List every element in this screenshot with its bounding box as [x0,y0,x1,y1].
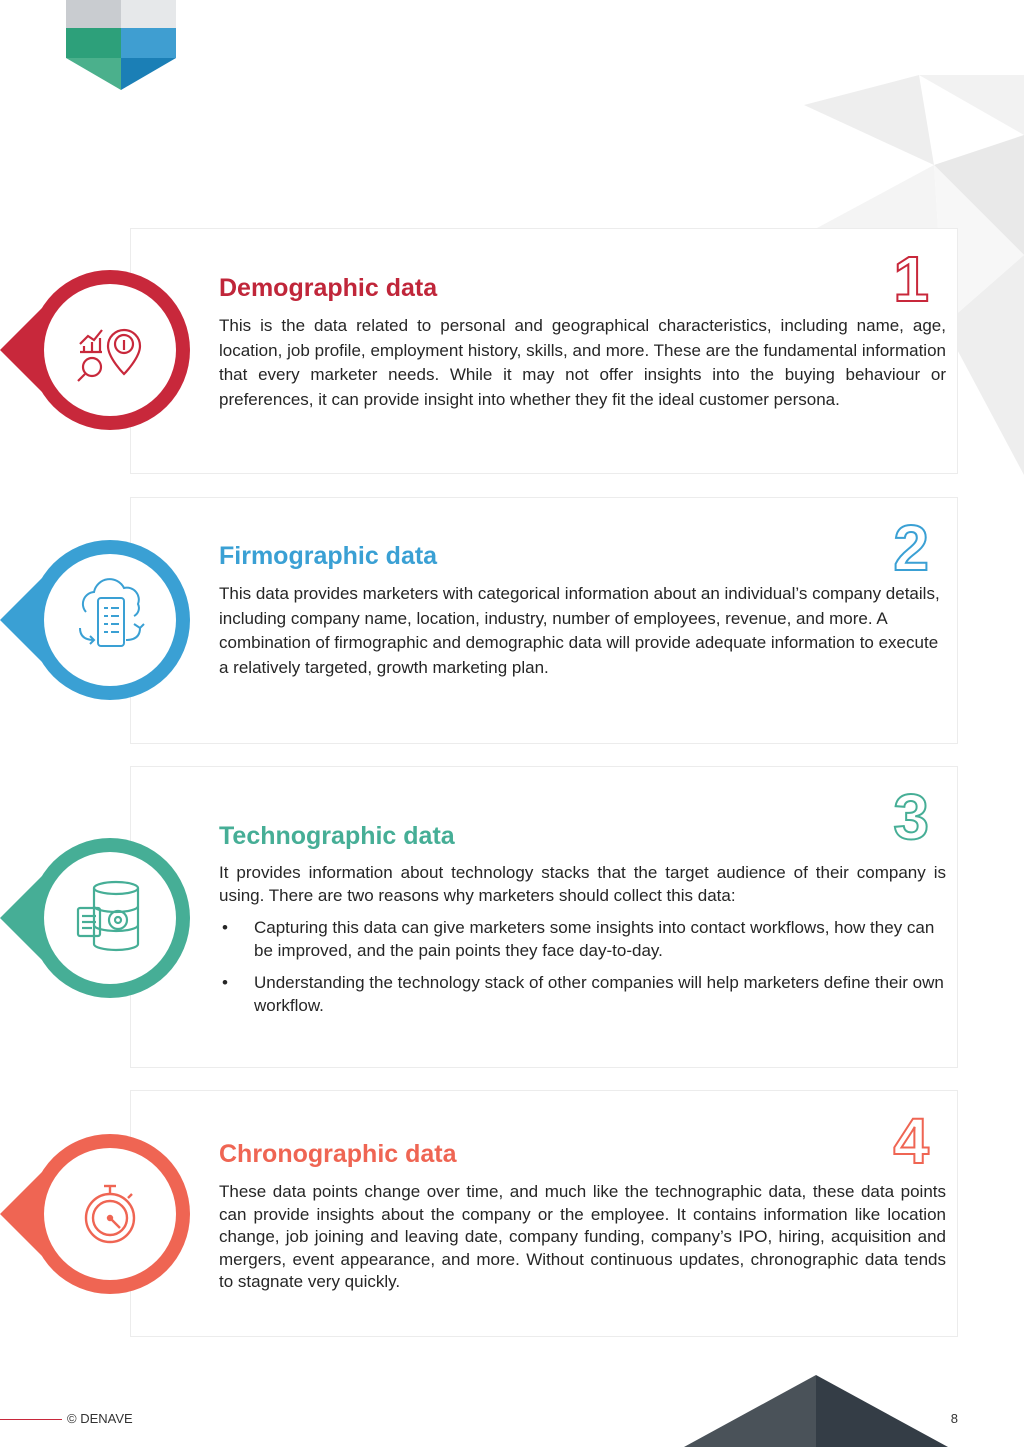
section-firmographic [130,497,958,744]
section-technographic [130,766,958,1068]
firmographic-pin [0,540,190,700]
demographic-pin [0,270,190,430]
section-body: It provides information about technology stacks that the target audience of their company is using. There are two reasons why marketers should collect this data: [219,863,946,905]
chronographic-pin [0,1134,190,1294]
section-body: This data provides marketers with categorical information about an individual’s company details, including company name, location, industry, number of employees, revenue, and more. A combination of firmographic and demographic data will provide adequate information to execute a relatively targeted, growth marketing plan. [219,584,940,677]
section-demographic [130,228,958,474]
bullet-list [219,917,946,1027]
list-item: • Capturing this data can give marketers some insights into contact workflows, how they can be improved, and the pain points they face day-to-day. [222,918,935,960]
section-number: 2 [893,512,929,584]
page-number: 8 [950,1411,958,1426]
section-title: Technographic data [219,822,455,850]
section-body: These data points change over time, and much like the technographic data, these data points can provide insights about the company or the employee. It contains information like location change, job joining and leaving date, company funding, company’s IPO, hiring, acquisition and mergers, event appearance, and more. Without continuous updates, chronographic data tends to stagnate very quickly. [219,1182,946,1291]
section-title: Firmographic data [219,542,438,570]
list-item: • Understanding the technology stack of other companies will help marketers define their own workflow. [222,973,944,1015]
technographic-pin [0,838,190,998]
section-number: 4 [893,1105,929,1177]
footer-rule [0,1419,62,1420]
footer-triangles [684,1375,948,1447]
section-chronographic [130,1090,958,1337]
section-body: This is the data related to personal and geographical characteristics, including name, age, location, job profile, employment history, skills, and more. These are the fundamental information that every marketer needs. While it may not offer insights into the buying behaviour or preferences, it can provide insight into whether they fit the ideal customer persona. [219,316,946,409]
section-title: Demographic data [219,274,438,302]
section-number: 3 [893,781,929,853]
section-number: 1 [893,243,929,315]
denave-logo [66,0,176,90]
footer-copyright: © DENAVE [67,1411,133,1426]
section-title: Chronographic data [219,1140,457,1168]
